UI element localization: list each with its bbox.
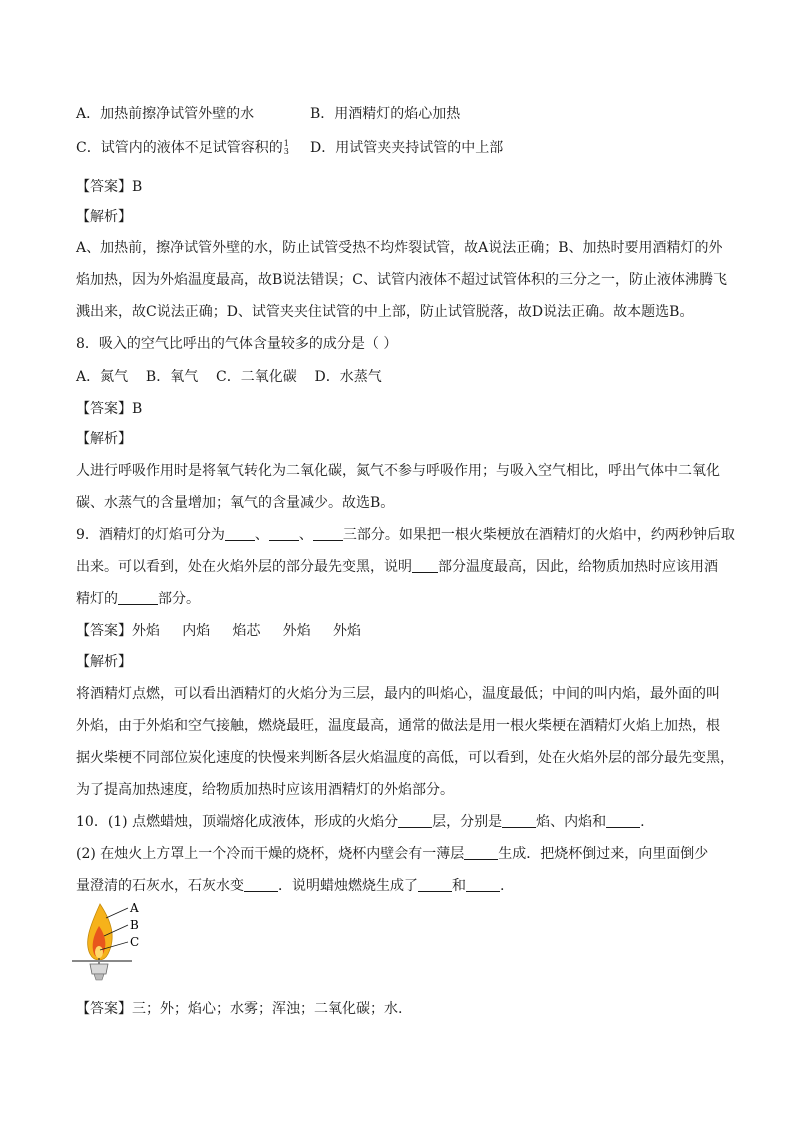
- flame-label-c: C: [130, 935, 140, 949]
- answer-blank: [269, 526, 299, 541]
- stand-bar: [72, 960, 132, 962]
- answer-blank: [466, 877, 500, 892]
- lamp-body: [90, 964, 108, 974]
- q7-option-b: B．用酒精灯的焰心加热: [310, 106, 461, 122]
- q7-option-d: D．用试管夹夹持试管的中上部: [310, 140, 504, 156]
- q10-text: .: [500, 878, 505, 894]
- q8-analysis-line: 人进行呼吸作用时是将氧气转化为二氧化碳，氮气不参与呼吸作用；与吸入空气相比，呼出气体中二氧化: [76, 463, 720, 479]
- q9-text: 部分温度最高，因此，给物质加热时应该用酒: [438, 559, 718, 575]
- flame-label-a: A: [130, 901, 139, 915]
- answer-blank: [313, 526, 343, 541]
- q7-analysis-line: A、加热前，擦净试管外壁的水，防止试管受热不均炸裂试管，故A说法正确；B、加热时要用酒精灯的外: [76, 240, 723, 256]
- q10-text: 层，分别是: [432, 814, 503, 830]
- q9-text: 、: [298, 527, 313, 543]
- q9-question-line: [76, 525, 735, 545]
- flame-label-b: B: [130, 918, 139, 932]
- q9-text: 精灯的: [76, 591, 118, 607]
- q10-text: 10．(1) 点燃蜡烛，顶端熔化成液体，形成的火焰分: [76, 814, 399, 830]
- q10-text: ．说明蜡烛燃烧生成了: [278, 878, 418, 894]
- answer-blank: [412, 558, 438, 573]
- answer-blank: [606, 813, 640, 828]
- q10-text: 焰、内焰和: [536, 814, 607, 830]
- answer-blank: [418, 877, 452, 892]
- candle-flame-illustration: [72, 898, 152, 984]
- q10-part2: [76, 844, 726, 864]
- q10-text: 量澄清的石灰水，石灰水变: [76, 878, 244, 894]
- q7-analysis-label: 【解析】: [76, 209, 132, 225]
- q9-analysis-line: 为了提高加热速度，给物质加热时应该用酒精灯的外焰部分。: [76, 782, 454, 798]
- lamp-base: [94, 974, 104, 980]
- q9-text: 部分。: [158, 591, 200, 607]
- answer-blank: [118, 590, 158, 605]
- q9-answer: 【答案】外焰 内焰 焰芯 外焰 外焰: [76, 623, 362, 639]
- q9-question-line: [76, 589, 726, 609]
- q10-text: (2) 在烛火上方罩上一个冷而干燥的烧杯，烧杯内壁会有一薄层: [76, 846, 465, 862]
- fraction: [284, 140, 289, 156]
- answer-blank: [502, 813, 536, 828]
- answer-blank: [244, 877, 278, 892]
- q9-analysis-line: 将酒精灯点燃，可以看出酒精灯的火焰分为三层，最内的叫焰心，温度最低；中间的叫内焰，最外面的叫: [76, 686, 720, 702]
- q10-text: .: [640, 814, 645, 830]
- q10-part3: [76, 876, 726, 896]
- q9-analysis-line: 据火柴梗不同部位炭化速度的快慢来判断各层火焰温度的高低，可以看到，处在火焰外层的部分最先变黑，: [76, 750, 734, 766]
- label-pointer-a: [106, 908, 128, 918]
- q10-answer: 【答案】三；外；焰心；水雾；浑浊；二氧化碳；水.: [76, 1001, 403, 1017]
- answer-blank: [464, 845, 498, 860]
- q7-analysis-line: 溅出来，故C说法正确；D、试管夹夹住试管的中上部，防止试管脱落，故D说法正确。故本题选B。: [76, 304, 694, 320]
- q9-analysis-line: 外焰，由于外焰和空气接触，燃烧最旺，温度最高，通常的做法是用一根火柴梗在酒精灯火焰上加热，根: [76, 718, 720, 734]
- fraction-denominator: 3: [283, 147, 289, 156]
- q10-part1: [76, 812, 726, 832]
- q7-answer: 【答案】B: [76, 179, 143, 195]
- flame-core-shape: [95, 946, 103, 958]
- answer-blank: [398, 813, 432, 828]
- q9-text: 9．酒精灯的灯焰可分为: [76, 527, 225, 543]
- q8-options: A．氮气 B．氧气 C．二氧化碳 D．水蒸气: [76, 369, 382, 385]
- answer-blank: [225, 526, 255, 541]
- q8-analysis-line: 碳、水蒸气的含量增加；氧气的含量减少。故选B。: [76, 495, 395, 511]
- fraction-numerator: 1: [283, 139, 289, 148]
- q7-analysis-line: 焰加热，因为外焰温度最高，故B说法错误；C、试管内液体不超过试管体积的三分之一，防止液体沸腾飞: [76, 272, 727, 288]
- q8-question: 8．吸入的空气比呼出的气体含量较多的成分是（ ）: [76, 336, 398, 352]
- q9-text: 三部分。如果把一根火柴梗放在酒精灯的火焰中，约两秒钟后取: [342, 527, 735, 543]
- q10-text: 和: [452, 878, 466, 894]
- q7-option-c-text: C．试管内的液体不足试管容积的: [76, 140, 283, 156]
- q7-option-a: A．加热前擦净试管外壁的水: [76, 106, 255, 122]
- q9-analysis-label: 【解析】: [76, 654, 132, 670]
- candle-flame-figure: [72, 898, 152, 984]
- q7-option-c: [76, 137, 289, 157]
- q10-text: 生成．把烧杯倒过来，向里面倒少: [498, 846, 709, 862]
- q8-analysis-label: 【解析】: [76, 431, 132, 447]
- q9-text: 出来。可以看到，处在火焰外层的部分最先变黑，说明: [76, 559, 412, 575]
- q9-question-line: [76, 557, 726, 577]
- q9-text: 、: [254, 527, 269, 543]
- q8-answer: 【答案】B: [76, 401, 143, 417]
